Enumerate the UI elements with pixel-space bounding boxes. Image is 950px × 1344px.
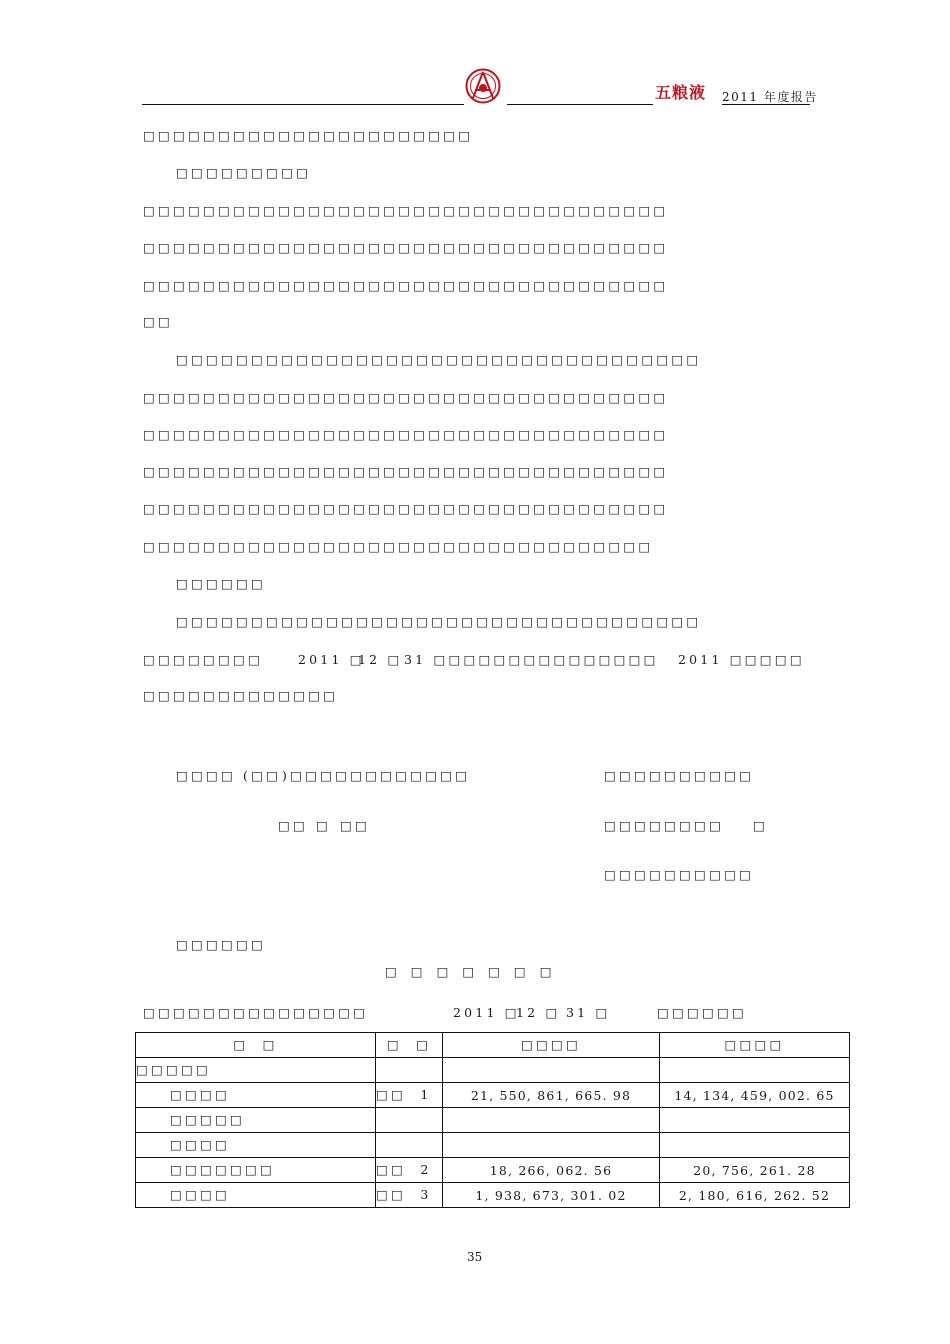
table-row — [136, 1058, 850, 1083]
page-number: 35 — [467, 1250, 483, 1264]
row-note: □□ 3 — [376, 1183, 443, 1208]
column-header-ending-balance: □□□□ — [443, 1033, 660, 1058]
table-row — [136, 1133, 850, 1158]
row-note — [376, 1133, 443, 1158]
header-rule-middle — [507, 104, 653, 105]
row-ending-value: 1, 938, 673, 301. 02 — [443, 1183, 660, 1208]
paragraph-4-line: □□□□□□□□□□□□□□□□□□□□□□□□□□□□□□□□□□□ — [143, 464, 669, 479]
row-beginning-value — [660, 1058, 850, 1083]
statement-title: □ □ □ □ □ □ □ — [385, 964, 557, 979]
paragraph-1: □□□□□□□□□□□□□□□□□□□□□□ — [143, 128, 474, 143]
row-ending-value — [443, 1133, 660, 1158]
row-note — [376, 1108, 443, 1133]
paragraph-4-line: □□□□□□□□□□□□□□□□□□□□□□□□□□□□□□□□□□□ — [143, 427, 669, 442]
paragraph-2-heading: □□□□□□□□□ — [176, 165, 312, 180]
paragraph-6-line: □□□□□□□□□□□□□□□□□□□□□□□□□□□□□□□□□□□ — [176, 614, 702, 629]
paragraph-6-line: □□□□□□□□□□□□□ — [143, 688, 339, 703]
place-part-c: □□ — [340, 818, 371, 833]
column-header-item: □ □ — [136, 1033, 376, 1058]
row-item: □□□□□□□ — [136, 1158, 376, 1183]
cpa-signature-2-tail: □ — [753, 818, 769, 833]
statement-unit: □□□□□□ — [657, 1005, 748, 1020]
statement-company: □□□□□□□□□□□□□□□ — [143, 1005, 369, 1020]
row-beginning-value — [660, 1133, 850, 1158]
balance-sheet-table — [135, 1032, 850, 1208]
column-header-note: □ □ — [376, 1033, 443, 1058]
column-header-beginning-balance: □□□□ — [660, 1033, 850, 1058]
table-row — [136, 1083, 850, 1108]
paragraph-6-year: 2011 □ — [298, 652, 365, 667]
statement-date-year: 2011 □ — [453, 1005, 520, 1020]
row-note: □□ 2 — [376, 1158, 443, 1183]
row-beginning-value: 20, 756, 261. 28 — [660, 1158, 850, 1183]
audit-firm-label: □□□□ — [176, 768, 237, 783]
row-note: □□ 1 — [376, 1083, 443, 1108]
table-row — [136, 1183, 850, 1208]
row-item: □□□□ — [136, 1133, 376, 1158]
paragraph-3-line: □□□□□□□□□□□□□□□□□□□□□□□□□□□□□□□□□□□ — [143, 203, 669, 218]
row-beginning-value: 2, 180, 616, 262. 52 — [660, 1183, 850, 1208]
paragraph-4-line: □□□□□□□□□□□□□□□□□□□□□□□□□□□□□□□□□□□ — [143, 501, 669, 516]
company-logo-icon — [465, 68, 501, 104]
row-ending-value: 18, 266, 062. 56 — [443, 1158, 660, 1183]
header-rule-left — [142, 104, 464, 105]
paragraph-6-text: □□□□□□□□ — [143, 652, 264, 667]
row-ending-value — [443, 1108, 660, 1133]
brand-wordmark: 五粮液 — [655, 83, 707, 102]
paragraph-4-line: □□□□□□□□□□□□□□□□□□□□□□□□□□□□□□□□□□□ — [176, 352, 702, 367]
row-item: □□□□ — [136, 1083, 376, 1108]
section-heading: □□□□□□ — [176, 937, 267, 952]
row-item: □□□□ — [136, 1183, 376, 1208]
audit-firm-paren: (□□ — [243, 768, 282, 783]
paragraph-3-line: □□□□□□□□□□□□□□□□□□□□□□□□□□□□□□□□□□□ — [143, 278, 669, 293]
audit-firm-name: )□□□□□□□□□□□□ — [282, 768, 471, 783]
paragraph-3-line: □□□□□□□□□□□□□□□□□□□□□□□□□□□□□□□□□□□ — [143, 240, 669, 255]
statement-date-month: 12 □ — [516, 1005, 561, 1020]
table-header-row — [136, 1033, 850, 1058]
report-date: □□□□□□□□□□ — [604, 867, 755, 882]
paragraph-6-day: 31 □□□□□□□□□□□□□□□ — [404, 652, 659, 667]
row-beginning-value: 14, 134, 459, 002. 65 — [660, 1083, 850, 1108]
table-row — [136, 1108, 850, 1133]
paragraph-3-line: □□ — [143, 314, 174, 329]
paragraph-5-heading: □□□□□□ — [176, 576, 267, 591]
paragraph-6-month: 12 □ — [358, 652, 403, 667]
cpa-signature-1: □□□□□□□□□□ — [604, 768, 755, 783]
place-part-b: □ — [316, 818, 332, 833]
row-note — [376, 1058, 443, 1083]
paragraph-6-year-2: 2011 □□□□□ — [678, 652, 805, 667]
statement-date-day: 31 □ — [566, 1005, 611, 1020]
row-ending-value: 21, 550, 861, 665. 98 — [443, 1083, 660, 1108]
row-beginning-value — [660, 1108, 850, 1133]
paragraph-4-line: □□□□□□□□□□□□□□□□□□□□□□□□□□□□□□□□□□ — [143, 539, 654, 554]
paragraph-4-line: □□□□□□□□□□□□□□□□□□□□□□□□□□□□□□□□□□□ — [143, 390, 669, 405]
row-item: □□□□□ — [136, 1058, 376, 1083]
place-part-a: □□ — [278, 818, 309, 833]
row-item: □□□□□ — [136, 1108, 376, 1133]
table-row — [136, 1158, 850, 1183]
cpa-signature-2: □□□□□□□□ — [604, 818, 725, 833]
header-report-label: 2011 年度报告 — [722, 90, 818, 104]
row-ending-value — [443, 1058, 660, 1083]
